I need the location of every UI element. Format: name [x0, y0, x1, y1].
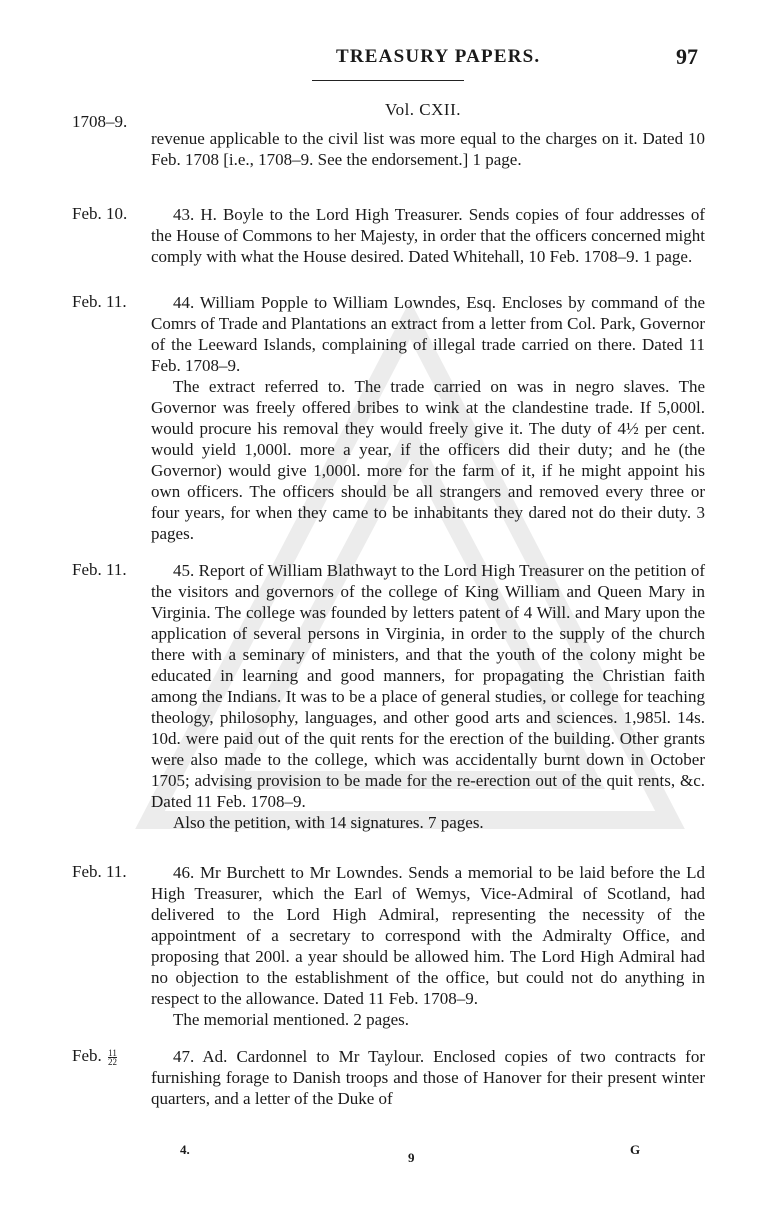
entry-body: [151, 128, 705, 170]
entry-date: Feb. 11.: [72, 560, 127, 579]
entry-body: [151, 560, 705, 833]
sheet-number: 9: [408, 1150, 415, 1165]
entry-text: 46. Mr Burchett to Mr Lowndes. Sends a memorial to be laid before the Ld High Treasurer, which the Earl of Wemys, Vice-Admiral of Scotland, had delivered to the Lord High Admiral, representing the necessity of the appointment of a secretary to correspond with the Admiralty Office, and proposing that 200l. a year should be allowed him. The Lord High Admiral had no objection to the establishment of the office, but could not do anything in respect to the allowance. Dated 11 Feb. 1708–9.: [151, 863, 705, 1008]
page-number: 97: [676, 44, 698, 69]
signature-mark: 4.: [180, 1142, 190, 1157]
entry-text: 44. William Popple to William Lowndes, Esq. Encloses by command of the Comrs of Trade and Plantations an extract from a letter from Col. Park, Governor of the Leeward Islands, complaining of illegal trade carried on there. Dated 11 Feb. 1708–9.: [151, 293, 705, 375]
entry-date-month: Feb.: [72, 1046, 102, 1065]
entry-text: revenue applicable to the civil list was more equal to the charges on it. Dated 10 Feb. 1708 [i.e., 1708–9. See the endorsement.] 1 page.: [151, 129, 705, 169]
running-title: TREASURY PAPERS.: [336, 46, 541, 67]
year-margin: 1708–9.: [72, 112, 128, 131]
entry-text: 43. H. Boyle to the Lord High Treasurer. Sends copies of four addresses of the House of Commons to her Majesty, in order that the officers concerned might comply with what the House desired. Dated Whitehall, 10 Feb. 1708–9. 1 page.: [151, 205, 705, 266]
entry-text: 45. Report of William Blathwayt to the Lord High Treasurer on the petition of the visitors and governors of the college of King William and Queen Mary in Virginia. The college was founded by letters patent of 4 Will. and Mary upon the application of several persons in Virginia, in order to the supply of the church there with a seminary of ministers, and that the youth of the colony might be educated in learning and good manners, for propagating the Christian faith among the Indians. It was to be a place of general studies, or college for teaching theology, philosophy, languages, and other good arts and sciences. 1,985l. 14s. 10d. were paid out of the quit rents for the erection of the building. Other grants were also made to the college, which was accidentally burnt down in October 1705; advising provision to be made for the re-erection out of the quit rents, &c. Dated 11 Feb. 1708–9.: [151, 561, 705, 811]
entry-text: 47. Ad. Cardonnel to Mr Taylour. Enclosed copies of two contracts for furnishing forage to Danish troops and those of Hanover for their present winter quarters, and a letter of the Duke of: [151, 1047, 705, 1108]
entry-date: Feb. 11.: [72, 862, 127, 881]
volume-heading: Vol. CXII.: [385, 100, 461, 119]
entry-date: Feb. 11.: [72, 292, 127, 311]
date-fraction-numerator: 11: [108, 1047, 117, 1058]
entry-text-secondary: Also the petition, with 14 signatures. 7 pages.: [173, 813, 484, 832]
entry-text-secondary: The extract referred to. The trade carried on was in negro slaves. The Governor was freely offered bribes to wink at the clandestine trade. If 5,000l. would procure his removal they would freely give it. The duty of 4½ per cent. would yield 1,000l. more a year, if the officers did their duty; and he (the Governor) would give 1,000l. more for the farm of it, if he might appoint his own officers. The officers should be all strangers and removed every three or four years, for when they came to be inhabitants they dared not do their duty. 3 pages.: [151, 377, 705, 543]
page-header: [0, 40, 770, 74]
entry-date: Feb. 10.: [72, 204, 128, 223]
date-fraction-denominator: 22: [108, 1056, 117, 1067]
entry-body: [151, 1046, 705, 1109]
header-rule: [312, 80, 464, 81]
entry-text-secondary: The memorial mentioned. 2 pages.: [173, 1010, 410, 1029]
entry-date: [72, 1046, 117, 1066]
gathering-letter: G: [630, 1142, 641, 1157]
entry-body: [151, 292, 705, 544]
entry-date-fraction: [108, 1049, 117, 1066]
entry-body: [151, 204, 705, 267]
entry-body: [151, 862, 705, 1030]
